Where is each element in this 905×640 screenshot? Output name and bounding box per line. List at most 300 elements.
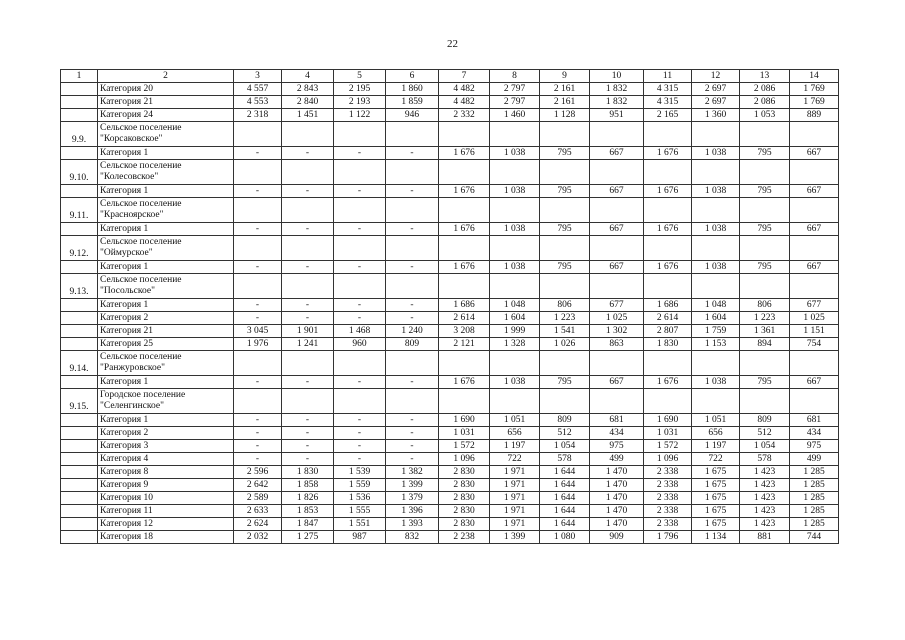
value-cell: 889 xyxy=(790,109,839,122)
empty-cell xyxy=(644,236,692,261)
empty-cell xyxy=(439,274,490,299)
value-cell: 1 901 xyxy=(282,325,334,338)
category-name: Категория 21 xyxy=(98,96,234,109)
value-cell: 795 xyxy=(740,261,790,274)
value-cell: 2 797 xyxy=(490,83,540,96)
value-cell: 1 859 xyxy=(386,96,439,109)
category-row xyxy=(61,299,839,312)
empty-cell xyxy=(644,198,692,223)
empty-cell xyxy=(439,198,490,223)
value-cell: 1 676 xyxy=(439,147,490,160)
empty-cell xyxy=(790,274,839,299)
value-cell: 960 xyxy=(334,338,386,351)
row-number xyxy=(61,492,98,505)
empty-cell xyxy=(590,198,644,223)
empty-cell xyxy=(282,198,334,223)
value-cell: 1 038 xyxy=(490,261,540,274)
value-cell: 1 382 xyxy=(386,466,439,479)
row-number xyxy=(61,414,98,427)
value-cell: 434 xyxy=(590,427,644,440)
tariff-table xyxy=(60,69,839,544)
value-cell: 975 xyxy=(590,440,644,453)
category-row xyxy=(61,505,839,518)
value-cell: 1 328 xyxy=(490,338,540,351)
value-cell: 1 572 xyxy=(644,440,692,453)
value-cell: 1 470 xyxy=(590,466,644,479)
value-cell: 2 830 xyxy=(439,492,490,505)
empty-cell xyxy=(490,351,540,376)
value-cell: 4 553 xyxy=(234,96,282,109)
category-name: Категория 1 xyxy=(98,376,234,389)
value-cell: 677 xyxy=(790,299,839,312)
value-cell: 2 807 xyxy=(644,325,692,338)
value-cell: 1 460 xyxy=(490,109,540,122)
value-cell: 722 xyxy=(490,453,540,466)
value-cell: 1 971 xyxy=(490,505,540,518)
value-cell: 1 096 xyxy=(439,453,490,466)
category-name: Категория 1 xyxy=(98,223,234,236)
value-cell: - xyxy=(282,376,334,389)
column-header: 1 xyxy=(61,70,98,83)
value-cell: 754 xyxy=(790,338,839,351)
value-cell: - xyxy=(334,223,386,236)
category-row xyxy=(61,338,839,351)
value-cell: 2 121 xyxy=(439,338,490,351)
value-cell: 1 572 xyxy=(439,440,490,453)
section-row xyxy=(61,389,839,414)
value-cell: 4 315 xyxy=(644,96,692,109)
value-cell: 677 xyxy=(590,299,644,312)
empty-cell xyxy=(740,236,790,261)
value-cell: 1 971 xyxy=(490,492,540,505)
category-row xyxy=(61,492,839,505)
settlement-type: Городское поселение xyxy=(100,390,186,400)
row-number xyxy=(61,83,98,96)
empty-cell xyxy=(490,198,540,223)
row-number xyxy=(61,325,98,338)
empty-cell xyxy=(644,160,692,185)
category-row xyxy=(61,466,839,479)
category-name: Категория 12 xyxy=(98,518,234,531)
value-cell: - xyxy=(282,299,334,312)
value-cell: 2 338 xyxy=(644,492,692,505)
value-cell: 1 690 xyxy=(439,414,490,427)
value-cell: 656 xyxy=(692,427,740,440)
value-cell: - xyxy=(234,427,282,440)
empty-cell xyxy=(439,351,490,376)
value-cell: 795 xyxy=(540,223,590,236)
settlement-type: Сельское поселение xyxy=(100,352,182,362)
empty-cell xyxy=(590,351,644,376)
value-cell: - xyxy=(386,261,439,274)
value-cell: 4 315 xyxy=(644,83,692,96)
empty-cell xyxy=(282,389,334,414)
empty-cell xyxy=(644,351,692,376)
empty-cell xyxy=(334,236,386,261)
value-cell: 1 853 xyxy=(282,505,334,518)
value-cell: 1 451 xyxy=(282,109,334,122)
value-cell: - xyxy=(282,414,334,427)
value-cell: - xyxy=(386,427,439,440)
value-cell: - xyxy=(334,299,386,312)
value-cell: 909 xyxy=(590,531,644,544)
column-header: 4 xyxy=(282,70,334,83)
value-cell: 894 xyxy=(740,338,790,351)
value-cell: 1 847 xyxy=(282,518,334,531)
empty-cell xyxy=(334,198,386,223)
value-cell: 1 539 xyxy=(334,466,386,479)
category-row xyxy=(61,531,839,544)
empty-cell xyxy=(790,351,839,376)
value-cell: 1 275 xyxy=(282,531,334,544)
value-cell: 1 676 xyxy=(439,261,490,274)
empty-cell xyxy=(439,389,490,414)
value-cell: - xyxy=(282,312,334,325)
value-cell: 4 557 xyxy=(234,83,282,96)
value-cell: 722 xyxy=(692,453,740,466)
value-cell: 1 470 xyxy=(590,518,644,531)
value-cell: 434 xyxy=(790,427,839,440)
value-cell: 1 285 xyxy=(790,479,839,492)
value-cell: 499 xyxy=(590,453,644,466)
column-header: 3 xyxy=(234,70,282,83)
value-cell: 1 038 xyxy=(692,261,740,274)
column-header: 5 xyxy=(334,70,386,83)
empty-cell xyxy=(790,198,839,223)
row-number xyxy=(61,312,98,325)
empty-cell xyxy=(439,122,490,147)
category-name: Категория 1 xyxy=(98,147,234,160)
value-cell: 512 xyxy=(740,427,790,440)
value-cell: 795 xyxy=(740,147,790,160)
empty-cell xyxy=(234,351,282,376)
column-header: 7 xyxy=(439,70,490,83)
value-cell: 667 xyxy=(790,185,839,198)
value-cell: 809 xyxy=(740,414,790,427)
value-cell: 3 045 xyxy=(234,325,282,338)
value-cell: 1 686 xyxy=(439,299,490,312)
row-number xyxy=(61,479,98,492)
empty-cell xyxy=(282,122,334,147)
section-row xyxy=(61,160,839,185)
value-cell: 1 423 xyxy=(740,479,790,492)
empty-cell xyxy=(490,389,540,414)
value-cell: 1 038 xyxy=(490,223,540,236)
empty-cell xyxy=(692,389,740,414)
value-cell: 2 338 xyxy=(644,518,692,531)
value-cell: 1 223 xyxy=(540,312,590,325)
empty-cell xyxy=(790,160,839,185)
value-cell: - xyxy=(234,440,282,453)
value-cell: - xyxy=(386,185,439,198)
row-number xyxy=(61,505,98,518)
value-cell: 1 240 xyxy=(386,325,439,338)
empty-cell xyxy=(439,236,490,261)
category-name: Категория 1 xyxy=(98,414,234,427)
empty-cell xyxy=(692,198,740,223)
value-cell: 1 559 xyxy=(334,479,386,492)
value-cell: 1 302 xyxy=(590,325,644,338)
empty-cell xyxy=(590,122,644,147)
empty-cell xyxy=(334,122,386,147)
empty-cell xyxy=(692,160,740,185)
value-cell: 1 285 xyxy=(790,492,839,505)
category-name: Категория 10 xyxy=(98,492,234,505)
value-cell: 1 423 xyxy=(740,492,790,505)
column-header: 10 xyxy=(590,70,644,83)
empty-cell xyxy=(234,236,282,261)
value-cell: 1 971 xyxy=(490,466,540,479)
value-cell: 1 769 xyxy=(790,96,839,109)
empty-cell xyxy=(540,122,590,147)
empty-cell xyxy=(334,274,386,299)
empty-cell xyxy=(234,198,282,223)
value-cell: 1 151 xyxy=(790,325,839,338)
value-cell: - xyxy=(334,261,386,274)
value-cell: - xyxy=(386,312,439,325)
value-cell: 1 676 xyxy=(644,185,692,198)
settlement-name xyxy=(98,236,234,261)
value-cell: 806 xyxy=(540,299,590,312)
value-cell: 2 614 xyxy=(644,312,692,325)
row-number xyxy=(61,96,98,109)
value-cell: 795 xyxy=(540,376,590,389)
empty-cell xyxy=(644,274,692,299)
value-cell: 1 644 xyxy=(540,479,590,492)
value-cell: 795 xyxy=(540,185,590,198)
value-cell: 1 396 xyxy=(386,505,439,518)
empty-cell xyxy=(282,351,334,376)
value-cell: - xyxy=(334,453,386,466)
value-cell: 1 536 xyxy=(334,492,386,505)
settlement-name xyxy=(98,389,234,414)
value-cell: 1 470 xyxy=(590,492,644,505)
value-cell: 2 165 xyxy=(644,109,692,122)
value-cell: 1 468 xyxy=(334,325,386,338)
value-cell: - xyxy=(234,414,282,427)
value-cell: 1 128 xyxy=(540,109,590,122)
empty-cell xyxy=(644,389,692,414)
value-cell: 1 759 xyxy=(692,325,740,338)
value-cell: 2 318 xyxy=(234,109,282,122)
value-cell: 2 338 xyxy=(644,466,692,479)
value-cell: 1 971 xyxy=(490,479,540,492)
category-name: Категория 21 xyxy=(98,325,234,338)
category-row xyxy=(61,479,839,492)
value-cell: - xyxy=(282,223,334,236)
row-number xyxy=(61,147,98,160)
value-cell: - xyxy=(334,440,386,453)
value-cell: - xyxy=(234,299,282,312)
value-cell: 975 xyxy=(790,440,839,453)
value-cell: 667 xyxy=(590,376,644,389)
settlement-type: Сельское поселение xyxy=(100,199,182,209)
empty-cell xyxy=(644,122,692,147)
category-name: Категория 3 xyxy=(98,440,234,453)
value-cell: 795 xyxy=(540,147,590,160)
row-number xyxy=(61,299,98,312)
value-cell: - xyxy=(386,453,439,466)
value-cell: 667 xyxy=(790,147,839,160)
value-cell: 1 025 xyxy=(590,312,644,325)
settlement-title: "Колесовское" xyxy=(100,172,159,182)
settlement-title: "Селенгинское" xyxy=(100,401,164,411)
category-row xyxy=(61,83,839,96)
empty-cell xyxy=(334,351,386,376)
empty-cell xyxy=(590,236,644,261)
category-row xyxy=(61,414,839,427)
value-cell: 1 393 xyxy=(386,518,439,531)
row-number xyxy=(61,223,98,236)
category-row xyxy=(61,312,839,325)
category-name: Категория 2 xyxy=(98,312,234,325)
settlement-type: Сельское поселение xyxy=(100,275,182,285)
value-cell: 795 xyxy=(740,223,790,236)
category-name: Категория 24 xyxy=(98,109,234,122)
row-number xyxy=(61,453,98,466)
value-cell: 1 830 xyxy=(644,338,692,351)
value-cell: 2 596 xyxy=(234,466,282,479)
value-cell: 1 830 xyxy=(282,466,334,479)
empty-cell xyxy=(386,389,439,414)
value-cell: 2 624 xyxy=(234,518,282,531)
column-header: 14 xyxy=(790,70,839,83)
empty-cell xyxy=(490,122,540,147)
row-number xyxy=(61,427,98,440)
empty-cell xyxy=(386,122,439,147)
empty-cell xyxy=(282,274,334,299)
value-cell: 1 675 xyxy=(692,479,740,492)
category-name: Категория 2 xyxy=(98,427,234,440)
value-cell: - xyxy=(282,427,334,440)
value-cell: - xyxy=(234,312,282,325)
value-cell: 2 161 xyxy=(540,83,590,96)
empty-cell xyxy=(540,160,590,185)
value-cell: - xyxy=(234,453,282,466)
value-cell: 1 676 xyxy=(439,223,490,236)
value-cell: 881 xyxy=(740,531,790,544)
empty-cell xyxy=(790,389,839,414)
empty-cell xyxy=(740,198,790,223)
settlement-type: Сельское поселение xyxy=(100,161,182,171)
value-cell: 1 675 xyxy=(692,518,740,531)
value-cell: - xyxy=(386,414,439,427)
value-cell: 2 032 xyxy=(234,531,282,544)
value-cell: 4 482 xyxy=(439,96,490,109)
value-cell: 1 048 xyxy=(490,299,540,312)
row-number xyxy=(61,376,98,389)
value-cell: 1 038 xyxy=(692,376,740,389)
value-cell: 1 048 xyxy=(692,299,740,312)
settlement-title: "Посольское" xyxy=(100,286,155,296)
section-row xyxy=(61,122,839,147)
empty-cell xyxy=(590,274,644,299)
value-cell: 2 797 xyxy=(490,96,540,109)
value-cell: 1 604 xyxy=(692,312,740,325)
value-cell: 1 197 xyxy=(692,440,740,453)
value-cell: 1 690 xyxy=(644,414,692,427)
page-number: 22 xyxy=(447,38,458,50)
value-cell: 1 360 xyxy=(692,109,740,122)
value-cell: 946 xyxy=(386,109,439,122)
value-cell: 4 482 xyxy=(439,83,490,96)
value-cell: 1 686 xyxy=(644,299,692,312)
value-cell: 1 134 xyxy=(692,531,740,544)
value-cell: 2 830 xyxy=(439,479,490,492)
row-number: 9.14. xyxy=(61,351,98,376)
value-cell: 795 xyxy=(740,185,790,198)
column-header: 9 xyxy=(540,70,590,83)
value-cell: - xyxy=(234,185,282,198)
value-cell: 1 769 xyxy=(790,83,839,96)
empty-cell xyxy=(386,351,439,376)
settlement-name xyxy=(98,160,234,185)
empty-cell xyxy=(740,351,790,376)
column-header: 6 xyxy=(386,70,439,83)
value-cell: 1 858 xyxy=(282,479,334,492)
value-cell: 578 xyxy=(540,453,590,466)
value-cell: - xyxy=(334,427,386,440)
empty-cell xyxy=(490,274,540,299)
empty-cell xyxy=(740,160,790,185)
value-cell: 2 830 xyxy=(439,518,490,531)
column-header: 12 xyxy=(692,70,740,83)
value-cell: 2 614 xyxy=(439,312,490,325)
value-cell: 1 361 xyxy=(740,325,790,338)
value-cell: 2 338 xyxy=(644,505,692,518)
value-cell: 499 xyxy=(790,453,839,466)
category-row xyxy=(61,185,839,198)
category-name: Категория 20 xyxy=(98,83,234,96)
empty-cell xyxy=(540,274,590,299)
value-cell: 1 053 xyxy=(740,109,790,122)
empty-cell xyxy=(790,122,839,147)
row-number xyxy=(61,261,98,274)
value-cell: 1 197 xyxy=(490,440,540,453)
empty-cell xyxy=(490,236,540,261)
value-cell: 2 840 xyxy=(282,96,334,109)
value-cell: 512 xyxy=(540,427,590,440)
value-cell: 2 589 xyxy=(234,492,282,505)
value-cell: 667 xyxy=(590,147,644,160)
value-cell: - xyxy=(386,440,439,453)
value-cell: 1 644 xyxy=(540,518,590,531)
value-cell: 1 470 xyxy=(590,505,644,518)
settlement-name xyxy=(98,122,234,147)
value-cell: 832 xyxy=(386,531,439,544)
empty-cell xyxy=(692,236,740,261)
settlement-name xyxy=(98,274,234,299)
value-cell: 806 xyxy=(740,299,790,312)
empty-cell xyxy=(740,122,790,147)
empty-cell xyxy=(790,236,839,261)
value-cell: 667 xyxy=(790,223,839,236)
category-name: Категория 18 xyxy=(98,531,234,544)
value-cell: 1 676 xyxy=(439,376,490,389)
empty-cell xyxy=(540,389,590,414)
value-cell: - xyxy=(334,312,386,325)
empty-cell xyxy=(234,389,282,414)
empty-cell xyxy=(234,274,282,299)
value-cell: 1 676 xyxy=(644,261,692,274)
value-cell: - xyxy=(234,147,282,160)
value-cell: 2 195 xyxy=(334,83,386,96)
value-cell: 1 038 xyxy=(490,185,540,198)
category-row xyxy=(61,518,839,531)
empty-cell xyxy=(740,389,790,414)
value-cell: 1 470 xyxy=(590,479,644,492)
row-number xyxy=(61,466,98,479)
